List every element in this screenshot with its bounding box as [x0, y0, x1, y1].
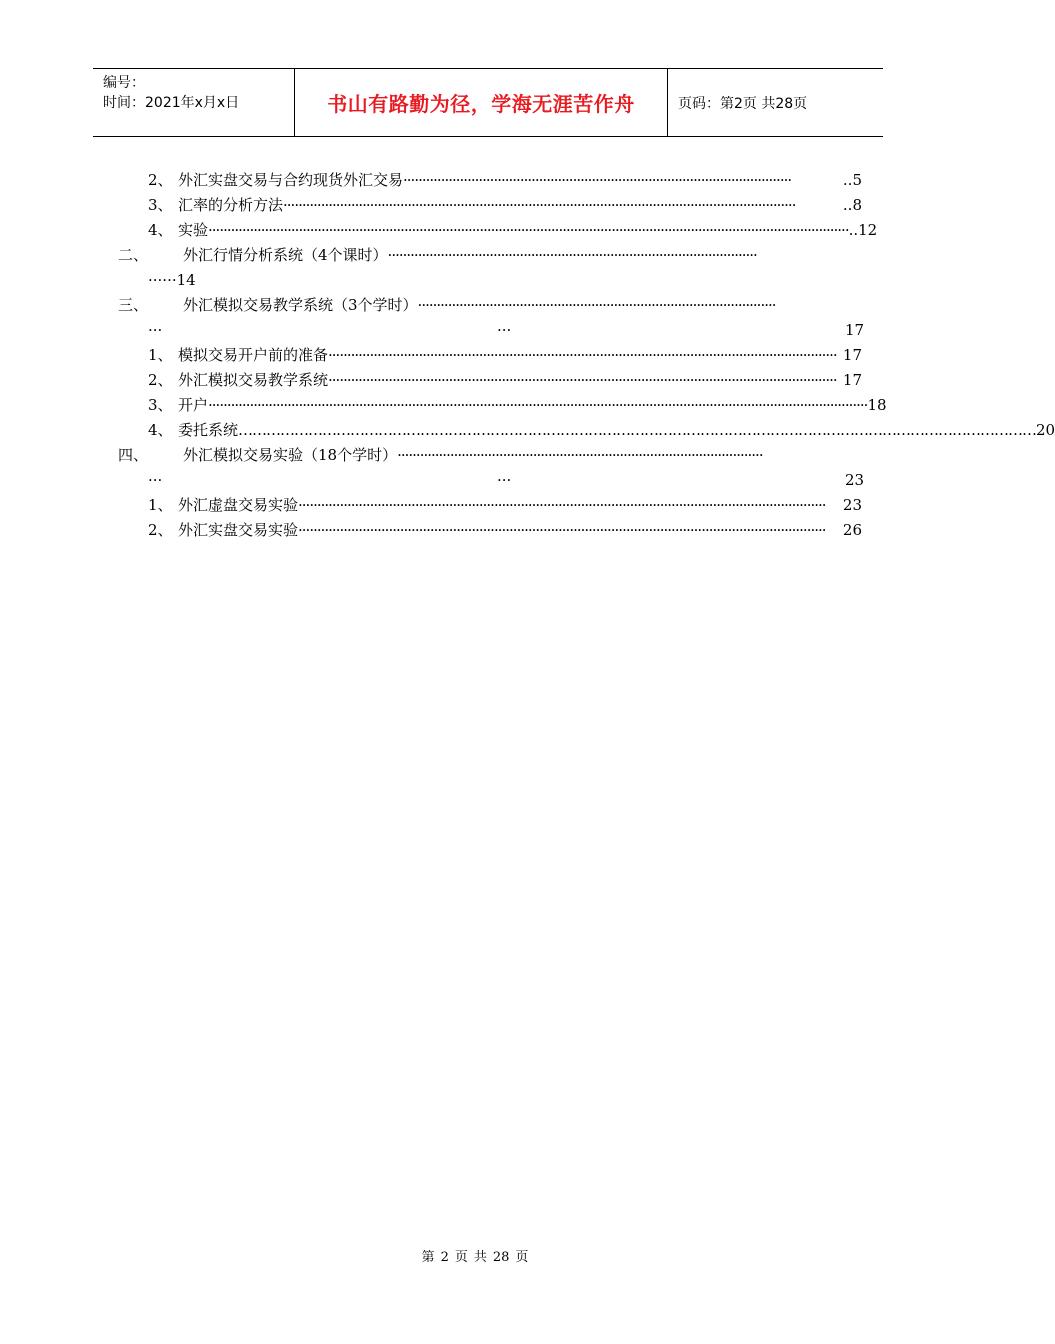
toc-number: 三、: [118, 296, 149, 314]
toc-number: 4、: [148, 421, 173, 439]
toc-number: 4、: [148, 221, 173, 239]
toc-leader-dots: ············································································································································: [298, 521, 826, 539]
toc-title: 外汇实盘交易实验: [178, 521, 299, 539]
toc-title: 实验: [178, 221, 209, 239]
toc-leader-dots: ………………………………………………………………………………………………………………………………………………………: [238, 421, 1037, 439]
toc-leader-dots: ·······································································································································: [328, 371, 837, 389]
toc-title: 汇率的分析方法: [178, 196, 284, 214]
toc-title: 外汇实盘交易与合约现货外汇交易: [178, 171, 404, 189]
toc-title: 外汇虚盘交易实验: [178, 496, 299, 514]
toc-page: 23: [845, 471, 865, 489]
toc-leader-dots: ··································································································: [387, 246, 757, 264]
toc-entry[interactable]: [148, 220, 878, 240]
toc-title: 外汇行情分析系统（4个课时）: [183, 246, 388, 264]
motto-text: 书山有路勤为径，学海无涯苦作舟: [327, 92, 635, 116]
time-label: 时间：2021年x月x日: [103, 95, 240, 111]
number-label: 编号：: [103, 75, 145, 91]
toc-entry-main[interactable]: [118, 245, 862, 265]
toc-page: 26: [842, 521, 862, 539]
toc-entry[interactable]: [148, 195, 862, 215]
toc-number: 1、: [148, 496, 173, 514]
toc-number: 2、: [148, 371, 173, 389]
toc-leader-dots: ···············································································································································································: [208, 396, 868, 414]
toc-page: 20: [1036, 421, 1055, 439]
toc-leader-dots: ·······································································································································: [328, 346, 837, 364]
toc-continuation-mid: ···: [497, 321, 512, 339]
toc-number: 3、: [148, 196, 173, 214]
toc-number: 2、: [148, 171, 173, 189]
footer-gong: 共: [473, 1250, 487, 1265]
toc-page: 17: [845, 321, 865, 339]
toc-entry[interactable]: [148, 420, 1055, 440]
toc-continuation-mid: ···: [497, 471, 512, 489]
toc-entry[interactable]: [148, 345, 862, 365]
toc-title: 模拟交易开户前的准备: [178, 346, 329, 364]
toc-continuation: ······14: [148, 271, 196, 289]
toc-entry[interactable]: [148, 395, 887, 415]
footer-ye: 页: [454, 1250, 468, 1265]
toc-number: 1、: [148, 346, 173, 364]
toc-page: ..12: [848, 221, 878, 239]
footer-di: 第: [421, 1250, 435, 1265]
toc-entry[interactable]: [148, 170, 862, 190]
toc-page: 17: [842, 346, 862, 364]
toc-leader-dots: ·································································································: [397, 446, 763, 464]
toc-page: ..8: [842, 196, 862, 214]
toc-title: 委托系统: [178, 421, 239, 439]
toc-entry-main[interactable]: [118, 295, 862, 315]
toc-continuation-left: ···: [148, 471, 163, 489]
header-table: [93, 68, 883, 137]
toc-leader-dots: ·······························································································: [417, 296, 776, 314]
page-info: 页码：第2页 共28页: [678, 95, 808, 112]
toc-number: 2、: [148, 521, 173, 539]
toc-title: 外汇模拟交易教学系统: [178, 371, 329, 389]
toc-leader-dots: ·······································································································: [403, 171, 792, 189]
toc-number: 二、: [118, 246, 149, 264]
header-motto-cell: [295, 69, 668, 136]
toc-entry[interactable]: [148, 370, 862, 390]
toc-page: 18: [867, 396, 887, 414]
toc-leader-dots: ········································································································································: [283, 196, 796, 214]
toc-page: 17: [842, 371, 862, 389]
toc-title: 开户: [178, 396, 209, 414]
toc-title: 外汇模拟交易教学系统（3个学时）: [183, 296, 418, 314]
header-page-cell: [668, 69, 883, 136]
footer-ye2: 页: [515, 1250, 529, 1265]
toc-leader-dots: ··········································································································································································: [208, 221, 849, 239]
toc-continuation-left: ···: [148, 321, 163, 339]
toc-leader-dots: ············································································································································: [298, 496, 826, 514]
footer-page-number: 2: [440, 1250, 449, 1265]
toc-number: 3、: [148, 396, 173, 414]
toc-page: ..5: [842, 171, 862, 189]
toc-title: 外汇模拟交易实验（18个学时）: [183, 446, 398, 464]
toc-page: 23: [842, 496, 862, 514]
toc-entry-main[interactable]: [118, 445, 862, 465]
header-left-cell: [93, 69, 295, 136]
toc-entry[interactable]: [148, 495, 862, 515]
footer-total-pages: 28: [492, 1250, 510, 1265]
toc-number: 四、: [118, 446, 149, 464]
page-footer: [0, 1246, 950, 1265]
toc-entry[interactable]: [148, 520, 862, 540]
